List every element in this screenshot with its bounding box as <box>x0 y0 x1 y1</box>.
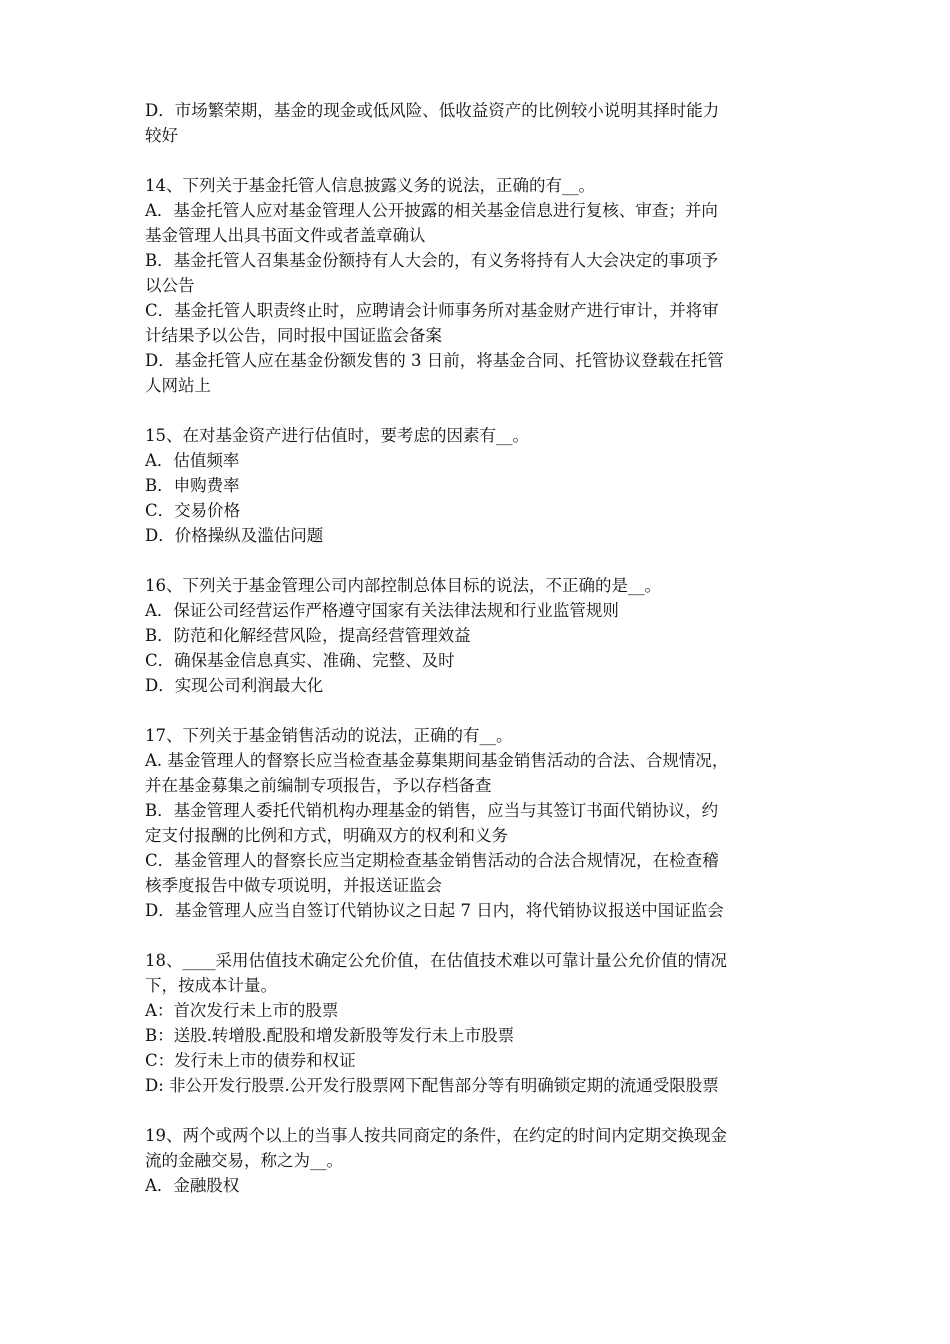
option-a: A．估值频率 <box>145 451 240 470</box>
option-b-cont: 定支付报酬的比例和方式，明确双方的权利和义务 <box>145 826 508 845</box>
option-b: B：送股.转增股.配股和增发新股等发行未上市股票 <box>145 1026 515 1045</box>
option-d-cont: 人网站上 <box>145 376 211 395</box>
option-a: A：首次发行未上市的股票 <box>145 1001 339 1020</box>
question-13-tail <box>145 98 810 148</box>
option-c: C．交易价格 <box>145 501 241 520</box>
option-a-cont: 基金管理人出具书面文件或者盖章确认 <box>145 226 426 245</box>
question-stem: 17、下列关于基金销售活动的说法，正确的有__。 <box>145 726 513 745</box>
option-d: D: 非公开发行股票.公开发行股票网下配售部分等有明确锁定期的流通受限股票 <box>145 1076 719 1095</box>
option-b: B．基金管理人委托代销机构办理基金的销售，应当与其签订书面代销协议，约 <box>145 801 719 820</box>
question-16 <box>145 573 810 698</box>
option-b: B．防范和化解经营风险，提高经营管理效益 <box>145 626 471 645</box>
option-c: C．基金管理人的督察长应当定期检查基金销售活动的合法合规情况，在检查稽 <box>145 851 719 870</box>
option-b-cont: 以公告 <box>145 276 195 295</box>
option-c: C．基金托管人职责终止时，应聘请会计师事务所对基金财产进行审计，并将审 <box>145 301 719 320</box>
question-stem: 19、两个或两个以上的当事人按共同商定的条件，在约定的时间内定期交换现金 <box>145 1126 727 1145</box>
option-d: D．基金管理人应当自签订代销协议之日起 7 日内，将代销协议报送中国证监会 <box>145 901 724 920</box>
question-17 <box>145 723 810 923</box>
option-c-cont: 核季度报告中做专项说明，并报送证监会 <box>145 876 442 895</box>
question-stem: 18、____采用估值技术确定公允价值，在估值技术难以可靠计量公允价值的情况 <box>145 951 727 970</box>
option-a: A. 基金管理人的督察长应当检查基金募集期间基金销售活动的合法、合规情况， <box>145 751 729 770</box>
question-15 <box>145 423 810 548</box>
option-c-cont: 计结果予以公告，同时报中国证监会备案 <box>145 326 442 345</box>
question-stem-cont: 下，按成本计量。 <box>145 976 277 995</box>
question-stem: 14、下列关于基金托管人信息披露义务的说法，正确的有__。 <box>145 176 595 195</box>
question-19 <box>145 1123 810 1198</box>
option-d: D．价格操纵及滥估问题 <box>145 526 324 545</box>
option-d: D．实现公司利润最大化 <box>145 676 324 695</box>
question-stem: 16、下列关于基金管理公司内部控制总体目标的说法，不正确的是__。 <box>145 576 661 595</box>
option-b: B．基金托管人召集基金份额持有人大会的，有义务将持有人大会决定的事项予 <box>145 251 719 270</box>
option-a-cont: 并在基金募集之前编制专项报告，予以存档备查 <box>145 776 492 795</box>
option-a: A．保证公司经营运作严格遵守国家有关法律法规和行业监管规则 <box>145 601 619 620</box>
text-line: D．市场繁荣期，基金的现金或低风险、低收益资产的比例较小说明其择时能力 <box>145 101 720 120</box>
option-d: D．基金托管人应在基金份额发售的 3 日前，将基金合同、托管协议登载在托管 <box>145 351 724 370</box>
question-14 <box>145 173 810 398</box>
option-a: A．基金托管人应对基金管理人公开披露的相关基金信息进行复核、审查；并向 <box>145 201 718 220</box>
text-line: 较好 <box>145 126 178 145</box>
option-c: C．确保基金信息真实、准确、完整、及时 <box>145 651 455 670</box>
question-18 <box>145 948 810 1098</box>
question-stem-cont: 流的金融交易，称之为__。 <box>145 1151 343 1170</box>
question-stem: 15、在对基金资产进行估值时，要考虑的因素有__。 <box>145 426 529 445</box>
option-b: B．申购费率 <box>145 476 240 495</box>
document-page <box>145 98 810 1223</box>
option-a: A．金融股权 <box>145 1176 240 1195</box>
option-c: C：发行未上市的债券和权证 <box>145 1051 356 1070</box>
